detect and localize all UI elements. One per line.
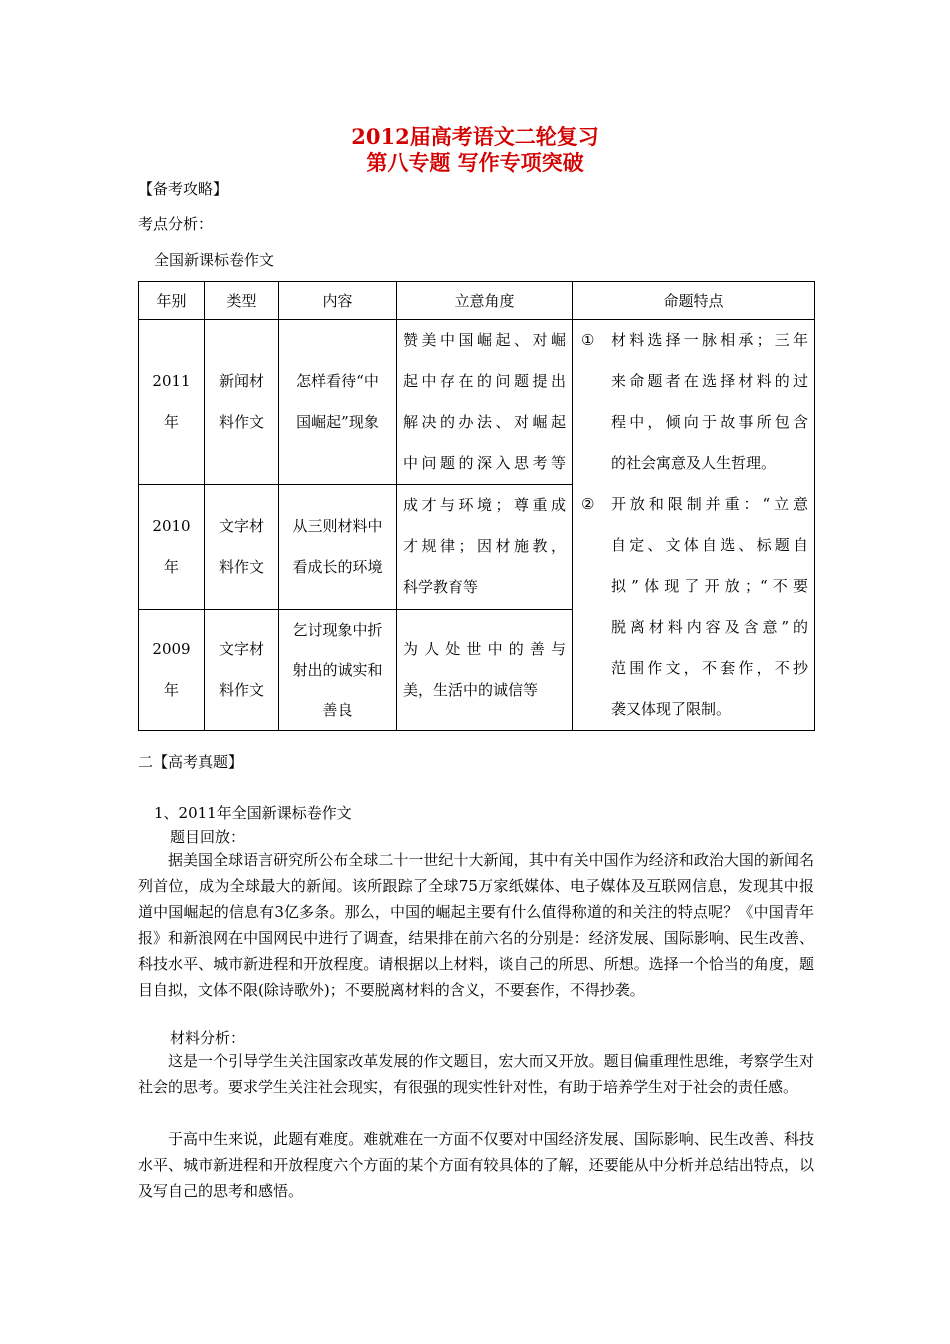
item-heading: 1、2011年全国新课标卷作文 [154, 804, 352, 822]
content-cell: 从三则材料中 看成长的环境 [279, 485, 397, 609]
type-cell: 新闻材 料作文 [205, 320, 279, 485]
header-features: 命题特点 [573, 282, 815, 320]
content-cell: 乞讨现象中折 射出的诚实和 善良 [279, 609, 397, 730]
material-paragraph-2: 于高中生来说，此题有难度。难就难在一方面不仅要对中国经济发展、国际影响、民生改善、科技水平、城市新进程和开放程度六个方面的某个方面有较具体的了解，还要能从中分析并总结出特点，以及写自己的思考和感悟。 [138, 1130, 814, 1200]
table-caption: 全国新课标卷作文 [154, 251, 275, 269]
section-heading-strategy: 【备考攻略】 [138, 180, 229, 198]
content-cell: 怎样看待“中 国崛起”现象 [279, 320, 397, 485]
analysis-label: 考点分析： [138, 215, 214, 233]
feature-item: ② 开放和限制并重：“立意 自定、文体自选、标题自 拟”体现了开放；“不要 脱离材料内容及含意”的 范围作文，不套作，不抄 袭又体现了限制。 [581, 495, 808, 718]
angle-cell: 成才与环境；尊重成 才规律；因材施教， 科学教育等 [397, 485, 573, 609]
header-type: 类型 [205, 282, 279, 320]
doc-title-line2: 第八专题 写作专项突破 [366, 150, 584, 175]
material-paragraph-1: 这是一个引导学生关注国家改革发展的作文题目，宏大而又开放。题目偏重理性思维，考察学生对社会的思考。要求学生关注社会现实，有很强的现实性针对性，有助于培养学生对于社会的责任感。 [138, 1052, 814, 1096]
header-content: 内容 [279, 282, 397, 320]
table-row [139, 320, 815, 485]
header-angle: 立意角度 [397, 282, 573, 320]
header-year: 年别 [139, 282, 205, 320]
angle-cell: 赞美中国崛起、对崛 起中存在的问题提出 解决的办法、对崛起 中问题的深入思考等 [397, 320, 573, 485]
exam-essay-table [138, 281, 815, 731]
year-cell: 2009 年 [139, 609, 205, 730]
type-cell: 文字材 料作文 [205, 485, 279, 609]
feature-item: ① 材料选择一脉相承；三年 来命题者在选择材料的过 程中，倾向于故事所包含 的社会寓意及人生哲理。 [581, 331, 808, 472]
section-heading-exam: 二【高考真题】 [138, 753, 244, 771]
doc-title-line1: 2012届高考语文二轮复习 [351, 124, 599, 149]
review-label: 题目回放： [170, 828, 246, 846]
year-cell: 2010 年 [139, 485, 205, 609]
review-paragraph: 据美国全球语言研究所公布全球二十一世纪十大新闻，其中有关中国作为经济和政治大国的新闻名列首位，成为全球最大的新闻。该所跟踪了全球75万家纸媒体、电子媒体及互联网信息，发现其中报道中国崛起的信息有3亿多条。那么，中国的崛起主要有什么值得称道的和关注的特点呢？《中国青年报》和新浪网在中国网民中进行了调查，结果排在前六名的分别是：经济发展、国际影响、民生改善、科技水平、城市新进程和开放程度。请根据以上材料，谈自己的所思、所想。选择一个恰当的角度，题目自拟，文体不限(除诗歌外)；不要脱离材料的含义，不要套作，不得抄袭。 [138, 851, 814, 999]
angle-cell: 为人处世中的善与 美，生活中的诚信等 [397, 609, 573, 730]
type-cell: 文字材 料作文 [205, 609, 279, 730]
year-cell: 2011 年 [139, 320, 205, 485]
features-cell [573, 320, 815, 731]
material-label: 材料分析： [170, 1029, 246, 1047]
